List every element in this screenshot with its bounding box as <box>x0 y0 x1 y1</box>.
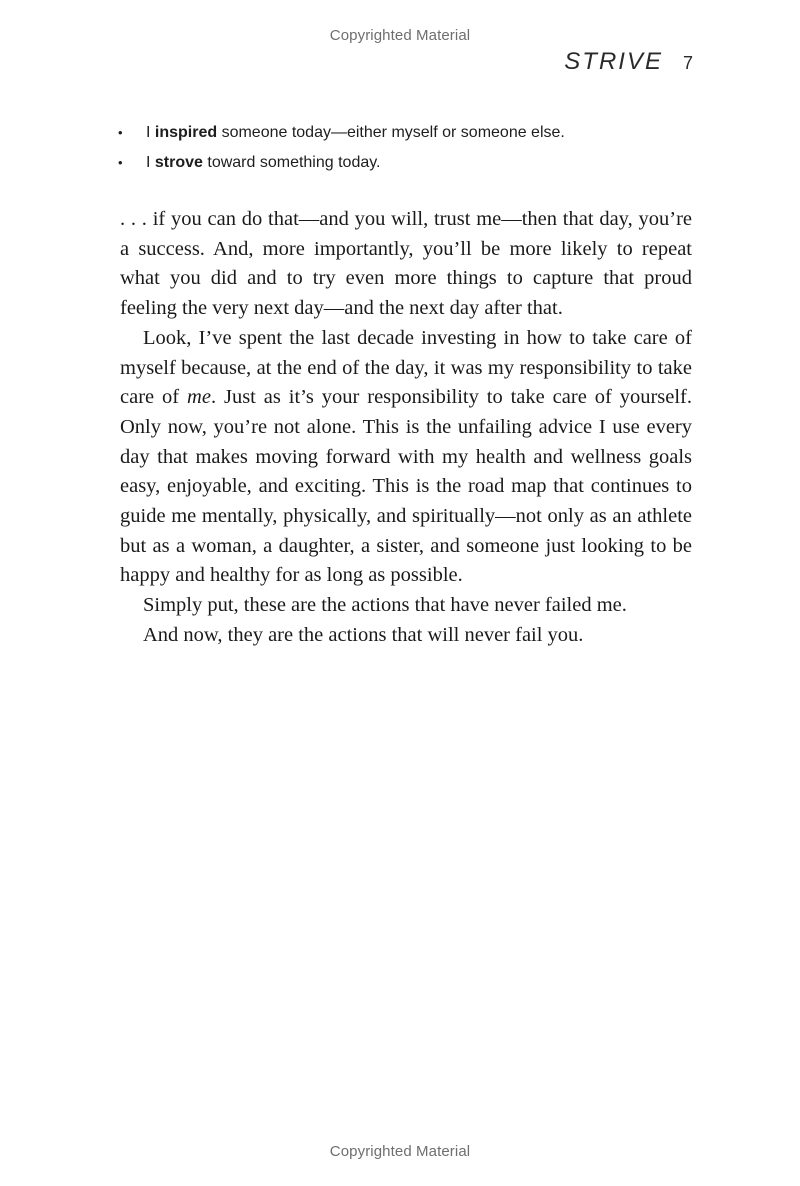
copyright-watermark-bottom: Copyrighted Material <box>329 1143 471 1160</box>
bullet-icon: • <box>118 125 123 140</box>
bullet-icon: • <box>118 155 123 170</box>
bullet-item <box>118 148 698 178</box>
bullet-text-pre: I <box>146 124 155 141</box>
page-number: 7 <box>682 53 693 73</box>
running-title: STRIVE <box>564 48 663 75</box>
paragraph-2-text-end: . Just as it’s your responsibility to take care of yourself. Only now, you’re not alone. This is the unfailing advice I use every day that makes moving forward with my health and wellness goals easy, enjoyable, and exciting. This is the road map that continues to guide me mentally, physically, and spiritually—not only as an athlete but as a woman, a daughter, a sister, and someone just looking to be happy and healthy for as long as possible. <box>120 386 692 587</box>
paragraph-1: . . . if you can do that—and you will, trust me—then that day, you’re a success. And, more importantly, you’ll be more likely to repeat what you did and to try even more things to capture that proud feeling the very next day—and the next day after that. <box>120 208 692 320</box>
running-head <box>564 48 693 76</box>
paragraph-2-emphasis: me <box>187 386 211 409</box>
paragraph-4: And now, they are the actions that will never fail you. <box>143 623 584 646</box>
bullet-list <box>118 118 698 178</box>
bullet-item <box>118 118 698 148</box>
bullet-text-post: toward something today. <box>202 154 381 171</box>
paragraph-3: Simply put, these are the actions that have never failed me. <box>143 594 627 617</box>
bullet-text-bold: strove <box>154 154 203 171</box>
paragraph-2-text: Look, I’ve spent the last decade investing in how to take care of myself because, at the end of the day, it was my responsibility to take care of <box>120 326 692 409</box>
paragraph-2 <box>120 324 692 591</box>
body-text <box>120 205 692 651</box>
bullet-text-pre: I <box>146 154 155 171</box>
bullet-text-bold: inspired <box>154 124 218 141</box>
copyright-watermark-top: Copyrighted Material <box>329 27 471 44</box>
bullet-text-post: someone today—either myself or someone else. <box>217 124 565 141</box>
